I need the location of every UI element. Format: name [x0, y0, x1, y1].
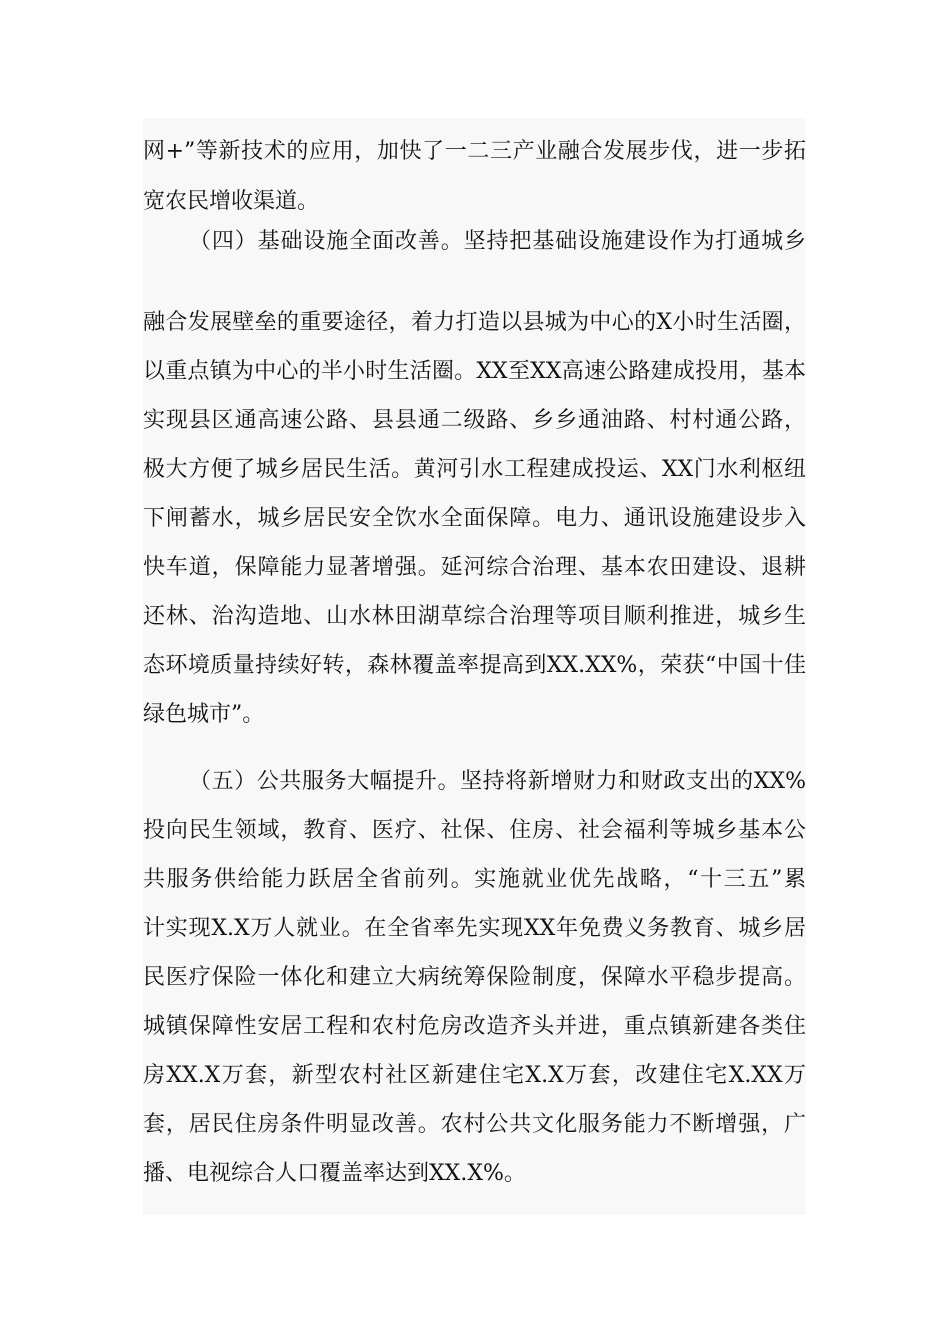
text-line: 绿色城市”。 [143, 702, 265, 727]
text-block-top [143, 118, 806, 222]
text-line: 快车道，保障能力显著增强。延河综合治理、基本农田建设、退耕 [143, 555, 806, 580]
text-line: 以重点镇为中心的半小时生活圈。XX至XX高速公路建成投用，基本 [143, 359, 806, 384]
text-line: 下闸蓄水，城乡居民安全饮水全面保障。电力、通讯设施建设步入 [143, 506, 806, 531]
text-line: 态环境质量持续好转，森林覆盖率提高到XX.XX%，荣获“中国十佳 [143, 653, 806, 678]
paragraph-public-services [143, 755, 806, 1215]
text-line: 还林、治沟造地、山水林田湖草综合治理等项目顺利推进，城乡生 [143, 604, 806, 629]
paragraph-heading-line: （五）公共服务大幅提升。坚持将新增财力和财政支出的XX% [189, 769, 806, 794]
text-line: 共服务供给能力跃居全省前列。实施就业优先战略，“十三五”累 [143, 867, 806, 892]
text-line: 实现县区通高速公路、县县通二级路、乡乡通油路、村村通公路， [143, 408, 806, 433]
text-line: 民医疗保险一体化和建立大病统筹保险制度，保障水平稳步提高。 [143, 965, 806, 990]
text-line: 计实现X.X万人就业。在全省率先实现XX年免费义务教育、城乡居 [143, 916, 806, 941]
text-line: 城镇保障性安居工程和农村危房改造齐头并进，重点镇新建各类住 [143, 1014, 806, 1039]
paragraph-infrastructure [143, 222, 806, 755]
text-line: 融合发展壁垒的重要途径，着力打造以县城为中心的X小时生活圈， [143, 310, 806, 335]
text-line: 投向民生领域，教育、医疗、社保、住房、社会福利等城乡基本公 [143, 818, 806, 843]
paragraph-heading-line: （四）基础设施全面改善。坚持把基础设施建设作为打通城乡 [189, 229, 806, 254]
text-line: 播、电视综合人口覆盖率达到XX.X%。 [143, 1161, 526, 1186]
text-line: 宽农民增收渠道。 [143, 189, 320, 214]
text-line: 网+”等新技术的应用，加快了一二三产业融合发展步伐，进一步拓 [143, 139, 806, 164]
text-line: 套，居民住房条件明显改善。农村公共文化服务能力不断增强，广 [143, 1112, 806, 1137]
text-line: 房XX.X万套，新型农村社区新建住宅X.X万套，改建住宅X.XX万 [143, 1063, 806, 1088]
text-line: 极大方便了城乡居民生活。黄河引水工程建成投运、XX门水利枢纽 [143, 457, 806, 482]
